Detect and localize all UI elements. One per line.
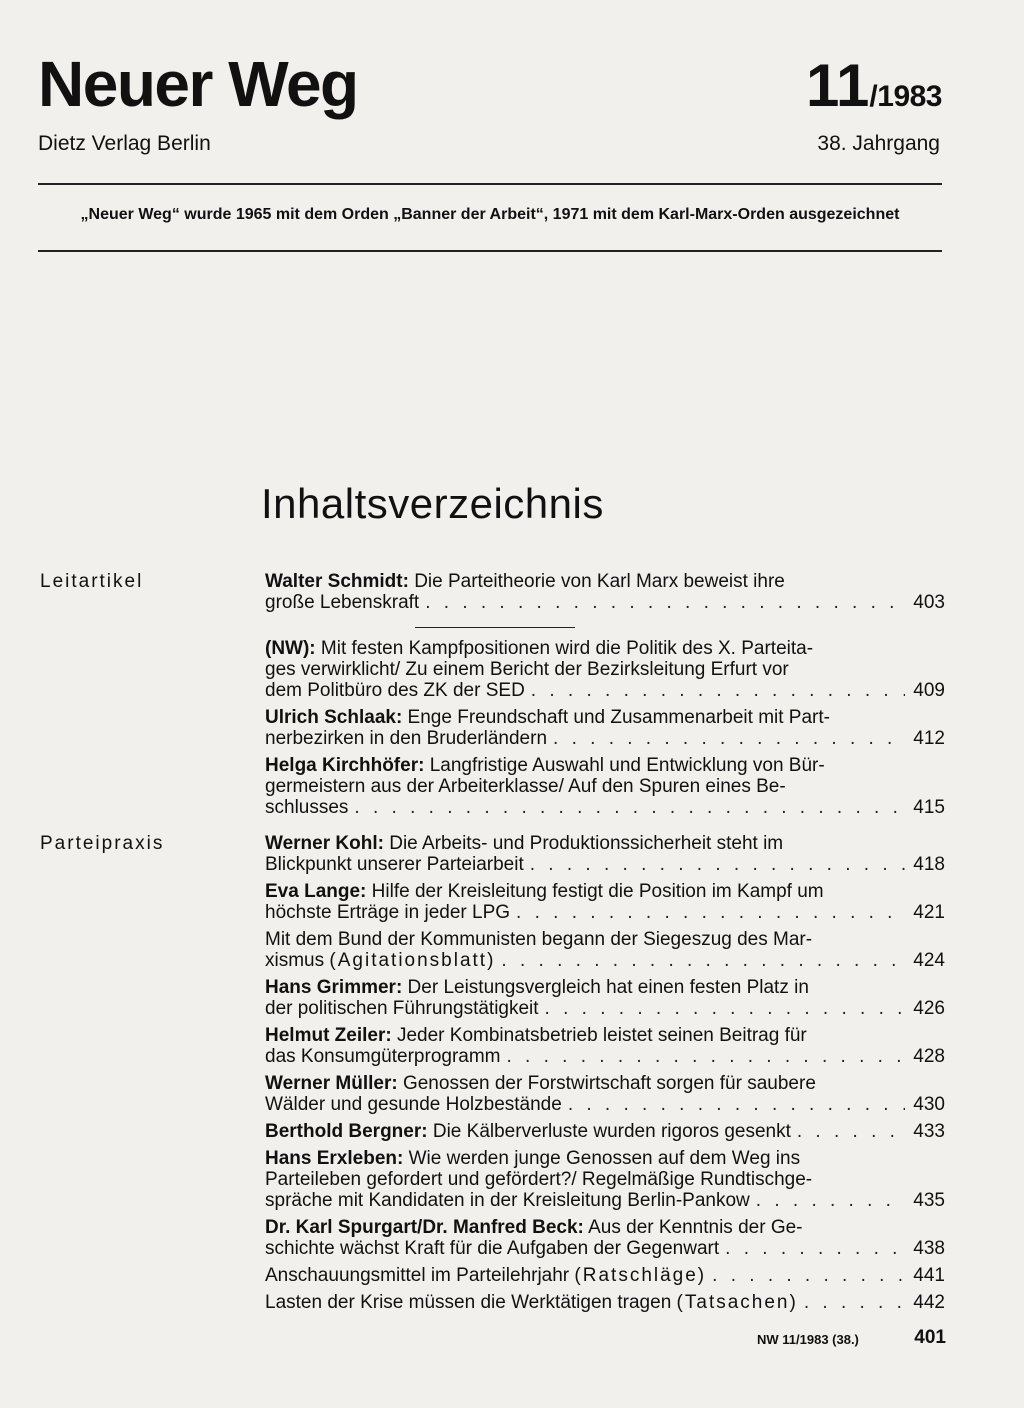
toc-entry[interactable]: [265, 638, 945, 701]
entry-page: 433: [913, 1121, 945, 1142]
footer-reference: NW 11/1983 (38.): [757, 1332, 859, 1347]
entry-author: Helmut Zeiler:: [265, 1025, 392, 1046]
entry-title: dem Politbüro des ZK der SED: [265, 680, 525, 701]
entry-title: Enge Freundschaft und Zusammenarbeit mit Part-: [402, 707, 830, 728]
issue-label: [805, 52, 942, 119]
leader-dots: [804, 1292, 905, 1313]
entry-author: (NW):: [265, 638, 316, 659]
entry-title: Der Leistungsvergleich hat einen festen Platz in: [402, 977, 809, 998]
entry-author: Walter Schmidt:: [265, 571, 409, 592]
leitartikel-entries: [265, 571, 945, 824]
issue-number: 11: [805, 52, 870, 119]
leader-dots: [530, 854, 905, 875]
volume: 38. Jahrgang: [817, 132, 940, 155]
entry-title: Langfristige Auswahl und Entwicklung von Bür-: [424, 755, 825, 776]
toc-entry[interactable]: [265, 707, 945, 749]
toc-entry[interactable]: [265, 1292, 945, 1313]
leader-dots: [516, 902, 905, 923]
leader-dots: [756, 1190, 905, 1211]
leader-dots: [797, 1121, 905, 1142]
entry-title: Genossen der Forstwirtschaft sorgen für saubere: [397, 1073, 816, 1094]
entry-page: 426: [913, 998, 945, 1019]
entry-author: Werner Kohl:: [265, 833, 384, 854]
leader-dots: [501, 950, 905, 971]
entry-author: Eva Lange:: [265, 881, 367, 902]
entry-page: 412: [913, 728, 945, 749]
magazine-title: Neuer Weg: [38, 48, 358, 120]
entry-title: spräche mit Kandidaten in der Kreisleitung Berlin-Pankow: [265, 1190, 750, 1211]
entry-title: das Konsumgüterprogramm: [265, 1046, 501, 1067]
toc-entry[interactable]: [265, 833, 945, 875]
entry-page: 424: [913, 950, 945, 971]
leader-dots: [553, 728, 905, 749]
entry-category: (Agitationsblatt): [329, 950, 496, 971]
entry-title: Die Arbeits- und Produktionssicherheit steht im: [383, 833, 784, 854]
entry-title: Wälder und gesunde Holzbestände: [265, 1094, 562, 1115]
entry-title: Wie werden junge Genossen auf dem Weg ins: [403, 1148, 801, 1169]
toc-title: Inhaltsverzeichnis: [261, 480, 604, 527]
entry-title: Die Parteitheorie von Karl Marx beweist ihre: [408, 571, 785, 592]
entry-page: 409: [913, 680, 945, 701]
entry-page: 438: [913, 1238, 945, 1259]
toc-entry[interactable]: [265, 1073, 945, 1115]
page-number: 401: [914, 1327, 946, 1348]
leader-dots: [507, 1046, 906, 1067]
entry-page: 441: [913, 1265, 945, 1286]
publisher: Dietz Verlag Berlin: [38, 132, 211, 155]
entry-category: (Ratschläge): [574, 1265, 707, 1286]
entry-title: xismus (Agitationsblatt): [265, 950, 496, 971]
leader-dots: [725, 1238, 905, 1259]
leader-dots: [712, 1265, 905, 1286]
bottom-rule: [38, 250, 942, 252]
entry-title: Berthold Bergner: Die Kälberverluste wurden rigoros gesenkt: [265, 1121, 791, 1142]
award-line: „Neuer Weg“ wurde 1965 mit dem Orden „Banner der Arbeit“, 1971 mit dem Karl-Marx-Orden ausgezeichnet: [80, 206, 900, 223]
entry-title: Mit festen Kampfpositionen wird die Politik des X. Parteita-: [315, 638, 814, 659]
toc-entry[interactable]: [265, 571, 945, 613]
entry-title: ges verwirklicht/ Zu einem Bericht der Bezirksleitung Erfurt vor: [265, 659, 789, 680]
entry-page: 428: [913, 1046, 945, 1067]
toc-entry[interactable]: [265, 929, 945, 971]
section-label-leitartikel: Leitartikel: [40, 571, 144, 592]
entry-author: Helga Kirchhöfer:: [265, 755, 425, 776]
entry-page: 430: [913, 1094, 945, 1115]
entry-author: Berthold Bergner:: [265, 1121, 428, 1142]
entry-title: der politischen Führungstätigkeit: [265, 998, 539, 1019]
entry-title: schlusses: [265, 797, 349, 818]
entry-title: nerbezirken in den Bruderländern: [265, 728, 548, 749]
entry-page: 435: [913, 1190, 945, 1211]
toc-entry[interactable]: [265, 1025, 945, 1067]
parteipraxis-entries: [265, 833, 945, 1319]
section-label-parteipraxis: Parteipraxis: [40, 833, 165, 854]
entry-page: 442: [913, 1292, 945, 1313]
entry-author: Dr. Karl Spurgart/Dr. Manfred Beck:: [265, 1217, 584, 1238]
toc-entry[interactable]: [265, 1265, 945, 1286]
leader-dots: [568, 1094, 905, 1115]
entry-page: 418: [913, 854, 945, 875]
entry-title: Hilfe der Kreisleitung festigt die Position im Kampf um: [366, 881, 824, 902]
entry-page: 415: [913, 797, 945, 818]
entry-author: Hans Erxleben:: [265, 1148, 404, 1169]
entry-author: Ulrich Schlaak:: [265, 707, 403, 728]
toc-entry[interactable]: [265, 977, 945, 1019]
entry-category: (Tatsachen): [676, 1292, 798, 1313]
leader-dots: [531, 680, 905, 701]
entry-title: Aus der Kenntnis der Ge-: [583, 1217, 803, 1238]
entry-divider: [415, 627, 575, 628]
entry-page: 421: [913, 902, 945, 923]
entry-title: große Lebenskraft: [265, 592, 420, 613]
entry-author: Werner Müller:: [265, 1073, 398, 1094]
entry-title: germeistern aus der Arbeiterklasse/ Auf den Spuren eines Be-: [265, 776, 786, 797]
entry-title: Mit dem Bund der Kommunisten begann der Siegeszug des Mar-: [265, 929, 813, 950]
leader-dots: [545, 998, 905, 1019]
toc-entry[interactable]: [265, 755, 945, 818]
issue-year: /1983: [869, 80, 942, 113]
entry-title: Blickpunkt unserer Parteiarbeit: [265, 854, 524, 875]
toc-entry[interactable]: [265, 1217, 945, 1259]
top-rule: [38, 183, 942, 185]
entry-title: Jeder Kombinatsbetrieb leistet seinen Beitrag für: [391, 1025, 807, 1046]
entry-title: Lasten der Krise müssen die Werktätigen tragen (Tatsachen): [265, 1292, 798, 1313]
entry-title: Parteileben gefordert und gefördert?/ Regelmäßige Rundtischge-: [265, 1169, 813, 1190]
entry-title: Anschauungsmittel im Parteilehrjahr (Ratschläge): [265, 1265, 707, 1286]
entry-author: Hans Grimmer:: [265, 977, 403, 998]
toc-entry[interactable]: [265, 881, 945, 923]
entry-title: höchste Erträge in jeder LPG: [265, 902, 511, 923]
leader-dots: [354, 797, 905, 818]
entry-title: schichte wächst Kraft für die Aufgaben der Gegenwart: [265, 1238, 720, 1259]
entry-page: 403: [913, 592, 945, 613]
leader-dots: [425, 592, 905, 613]
toc-entry[interactable]: [265, 1148, 945, 1211]
toc-entry[interactable]: [265, 1121, 945, 1142]
